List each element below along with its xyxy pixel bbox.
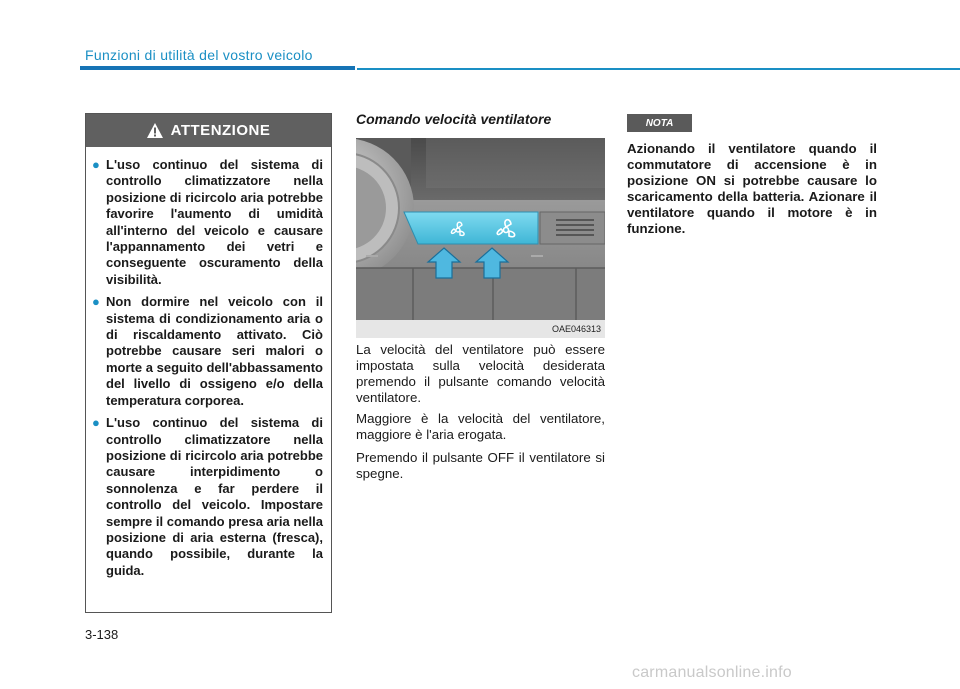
warning-triangle-icon [147, 123, 163, 138]
warning-list [86, 147, 331, 579]
warning-box [85, 113, 332, 613]
body-paragraph: Maggiore è la velocità del ventilatore, maggiore è l'aria erogata. [356, 411, 605, 442]
warning-item-text: L'uso continuo del sistema di controllo climatizzatore nella posizione di ricircolo aria potrebbe favorire l'aumento di umidità all'interno del veicolo e causare l'appannamento dei vetri e conseguente oscuramento della visibilità. [106, 157, 323, 287]
bullet-icon: ● [92, 415, 100, 431]
fan-control-panel-illustration [356, 138, 605, 338]
warning-item [92, 294, 323, 409]
warning-item-text: L'uso continuo del sistema di controllo climatizzatore nella posizione di ricircolo aria potrebbe causare interpidimento o sonnolenza e far perdere il controllo del veicolo. Impostare sempre il comando presa aria nella posizione di aria esterna (fresca), quando possibile, durante la guida. [106, 415, 323, 578]
fan-control-figure [356, 138, 605, 338]
page-number: 3-138 [85, 627, 119, 642]
body-paragraph: Premendo il pulsante OFF il ventilatore si spegne. [356, 450, 605, 481]
warning-heading: ATTENZIONE [170, 122, 271, 139]
figure-code: OAE046313 [551, 324, 601, 334]
warning-item [92, 157, 323, 288]
body-paragraph: La velocità del ventilatore può essere impostata sulla velocità desiderata premendo il pulsante comando velocità ventilatore. [356, 342, 605, 405]
nota-text: Azionando il ventilatore quando il commutatore di accensione è in posizione ON si potrebbe causare lo scaricamento della batteria. Azionare il ventilatore quando il motore è in funzione. [627, 141, 877, 236]
warning-item [92, 415, 323, 579]
header-bar-light [357, 68, 960, 70]
warning-item-text: Non dormire nel veicolo con il sistema di condizionamento aria o di riscaldamento attivato. Ciò potrebbe causare seri malori o morte a seguito dell'abbassamento del livello di ossigeno e/o della temperatura corporea. [106, 294, 323, 408]
bullet-icon: ● [92, 294, 100, 310]
warning-header [86, 114, 331, 147]
bullet-icon: ● [92, 157, 100, 172]
nota-badge: NOTA [627, 114, 692, 132]
watermark: carmanualsonline.info [632, 664, 792, 681]
section-header-title: Funzioni di utilità del vostro veicolo [85, 47, 313, 63]
header-bar-dark [80, 66, 355, 70]
section-title: Comando velocità ventilatore [356, 111, 552, 127]
